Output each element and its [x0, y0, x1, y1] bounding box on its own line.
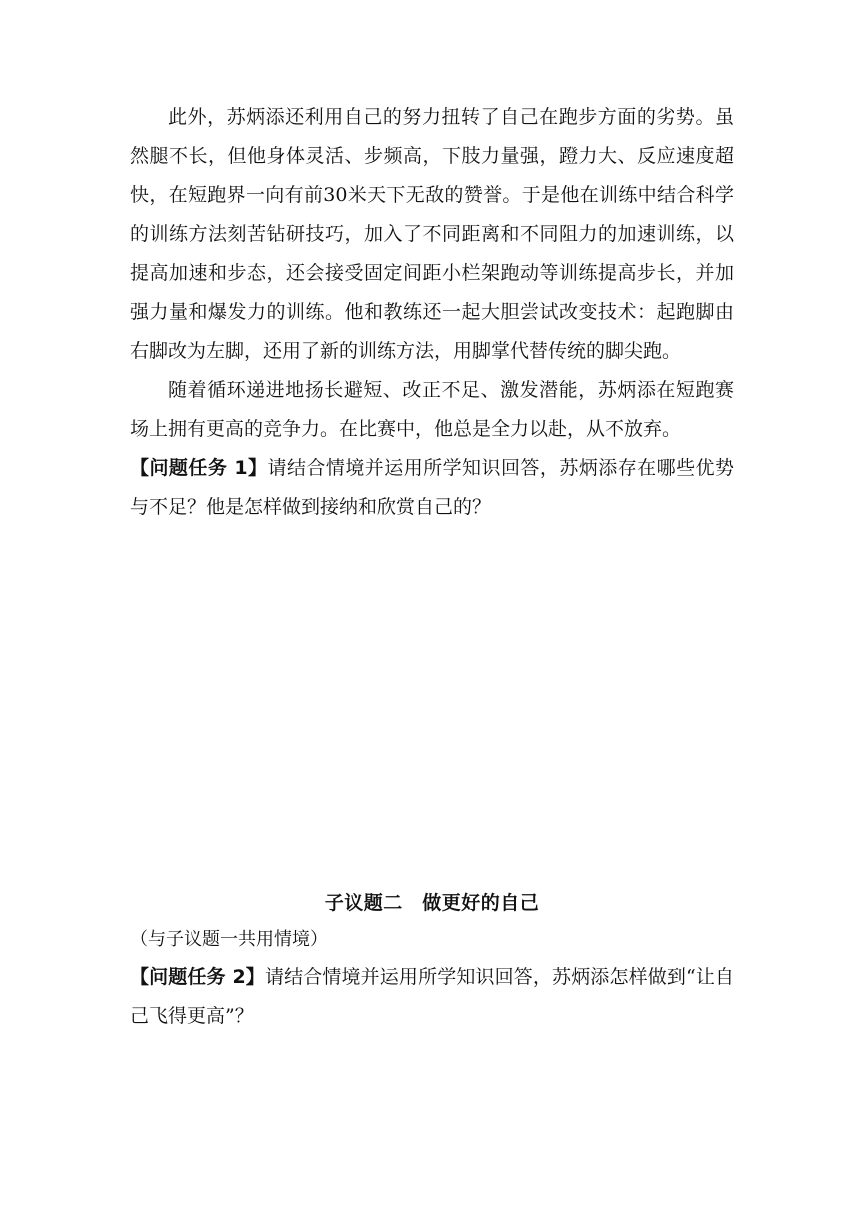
section-2	[130, 884, 734, 1036]
paragraph-2: 随着循环递进地扬长避短、改正不足、激发潜能，苏炳添在短跑赛场上拥有更高的竞争力。在比赛中，他总是全力以赴，从不放弃。	[130, 379, 734, 440]
task-2-text: 请结合情境并运用所学知识回答，苏炳添怎样做到“让自己飞得更高”？	[130, 966, 734, 1027]
shared-context-note: （与子议题一共用情境）	[130, 929, 328, 950]
task-1-label: 【问题任务 1】	[130, 457, 268, 479]
sub-topic-2-title: 子议题二 做更好的自己	[324, 892, 540, 914]
question-task-2	[130, 958, 734, 1036]
task-2-label: 【问题任务 2】	[130, 966, 265, 988]
section-1	[130, 98, 734, 527]
task-1-text: 请结合情境并运用所学知识回答，苏炳添存在哪些优势与不足？他是怎样做到接纳和欣赏自己的？	[130, 457, 734, 518]
paragraph-1: 此外，苏炳添还利用自己的努力扭转了自己在跑步方面的劣势。虽然腿不长，但他身体灵活、步频高，下肢力量强，蹬力大、反应速度超快，在短跑界一向有前30米天下无敌的赞誉。于是他在训练中结合科学的训练方法刻苦钻研技巧，加入了不同距离和不同阻力的加速训练，以提高加速和步态，还会接受固定间距小栏架跑动等训练提高步长，并加强力量和爆发力的训练。他和教练还一起大胆尝试改变技术：起跑脚由右脚改为左脚，还用了新的训练方法，用脚掌代替传统的脚尖跑。	[130, 106, 734, 362]
question-task-1	[130, 449, 734, 527]
